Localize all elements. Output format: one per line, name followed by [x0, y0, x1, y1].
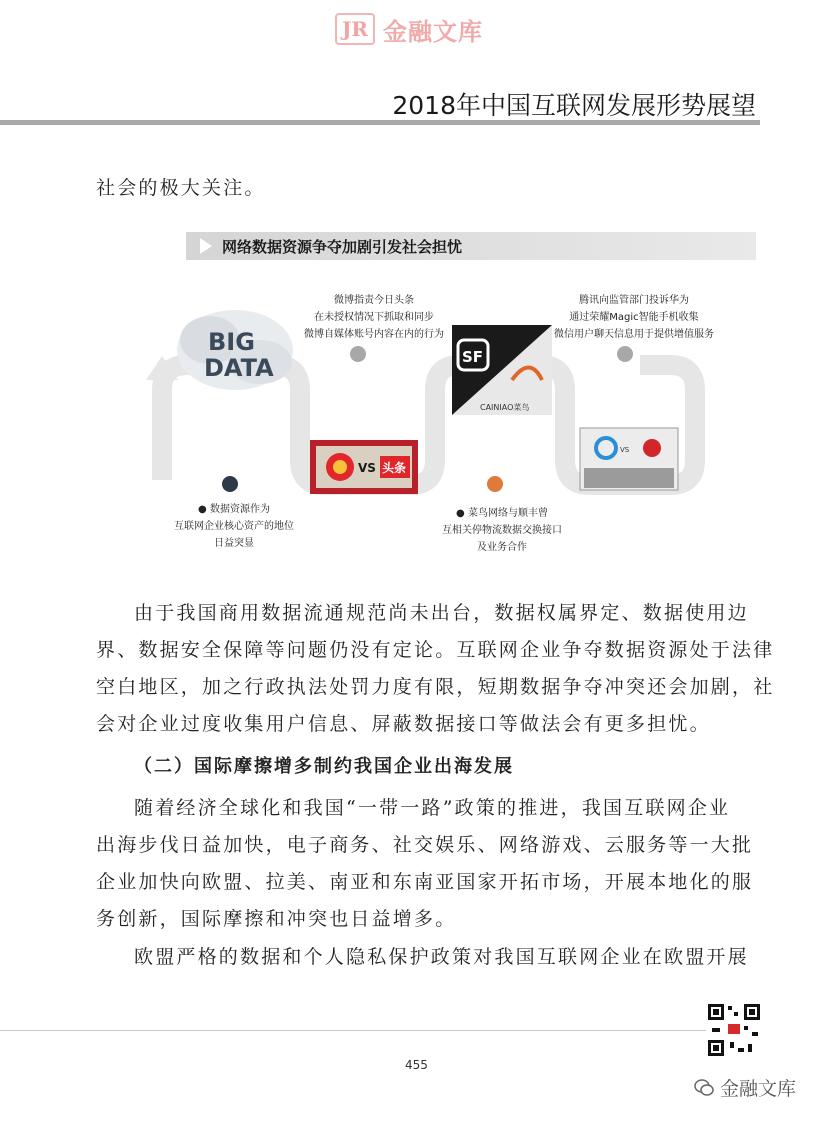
- huawei-logo-icon: [643, 439, 661, 457]
- wechat-icon: [694, 1079, 714, 1097]
- timeline-dot-weibo: [350, 346, 366, 362]
- section-heading: （二）国际摩擦增多制约我国企业出海发展: [134, 756, 514, 777]
- timeline-dot-data: [222, 476, 238, 492]
- timeline-dot-tencent: [617, 346, 633, 362]
- caption-tencent: 腾讯向监管部门投诉华为 通过荣耀Magic智能手机收集 微信用户聊天信息用于提供增值服务: [554, 295, 714, 340]
- tencent-vs-text: VS: [620, 446, 630, 454]
- tencent-vs-huawei-image: [580, 428, 678, 490]
- paragraph-globalization: 随着经济全球化和我国“一带一路”政策的推进，我国互联网企业 出海步伐日益加快，电子商务、社交娱乐、网络游戏、云服务等一大批 企业加快向欧盟、拉美、南亚和东南亚国家开拓市场，开展本地化的服 务创新，国际摩擦和冲突也日益增多。: [96, 797, 754, 930]
- header-logo: [335, 12, 483, 46]
- logo-mark: JR: [335, 13, 375, 45]
- document-title: 2018年中国互联网发展形势展望: [392, 91, 756, 120]
- caption-weibo: 微博指责今日头条 在未授权情况下抓取和同步 微博自媒体账号内容在内的行为: [304, 295, 444, 340]
- sf-vs-cainiao-image: [452, 325, 552, 415]
- toutiao-text: 头条: [382, 461, 407, 475]
- intro-text: 社会的极大关注。: [96, 177, 266, 199]
- paragraph-data-rules: 由于我国商用数据流通规范尚未出台，数据权属界定、数据使用边 界、数据安全保障等问题仍没有定论。互联网企业争夺数据资源处于法律 空白地区，加之行政执法处罚力度有限，短期数据争夺冲突还会加剧，社 会对企业过度收集用户信息、屏蔽数据接口等做法会有更多担忧。: [96, 602, 775, 735]
- caption-data-assets: ● 数据资源作为 互联网企业核心资产的地位 日益突显: [174, 504, 294, 549]
- weibo-vs-text: VS: [358, 461, 376, 475]
- wechat-watermark: [694, 1074, 796, 1101]
- weibo-vs-toutiao-image: [310, 440, 418, 494]
- timeline-dot-cainiao: [487, 476, 503, 492]
- figure-title-bar: [186, 232, 756, 260]
- logo-text: 金融文库: [383, 17, 483, 46]
- header-divider: [0, 120, 760, 125]
- paragraph-eu-privacy: 欧盟严格的数据和个人隐私保护政策对我国互联网企业在欧盟开展: [134, 946, 749, 968]
- cainiao-text: CAINIAO菜鸟: [480, 403, 530, 412]
- big-text: BIG: [208, 328, 255, 356]
- caption-cainiao: ● 菜鸟网络与顺丰曾 互相关停物流数据交换接口 及业务合作: [442, 508, 562, 553]
- arrow-right-icon: [200, 238, 212, 254]
- page-number: 455: [405, 1058, 428, 1072]
- footer-divider: [0, 1030, 740, 1031]
- data-text: DATA: [204, 354, 274, 382]
- qr-code: [706, 1002, 762, 1058]
- figure-title: 网络数据资源争夺加剧引发社会担忧: [222, 237, 463, 256]
- big-data-word-cloud: [177, 310, 293, 390]
- watermark-text: 金融文库: [720, 1078, 797, 1100]
- sf-text: SF: [462, 348, 484, 366]
